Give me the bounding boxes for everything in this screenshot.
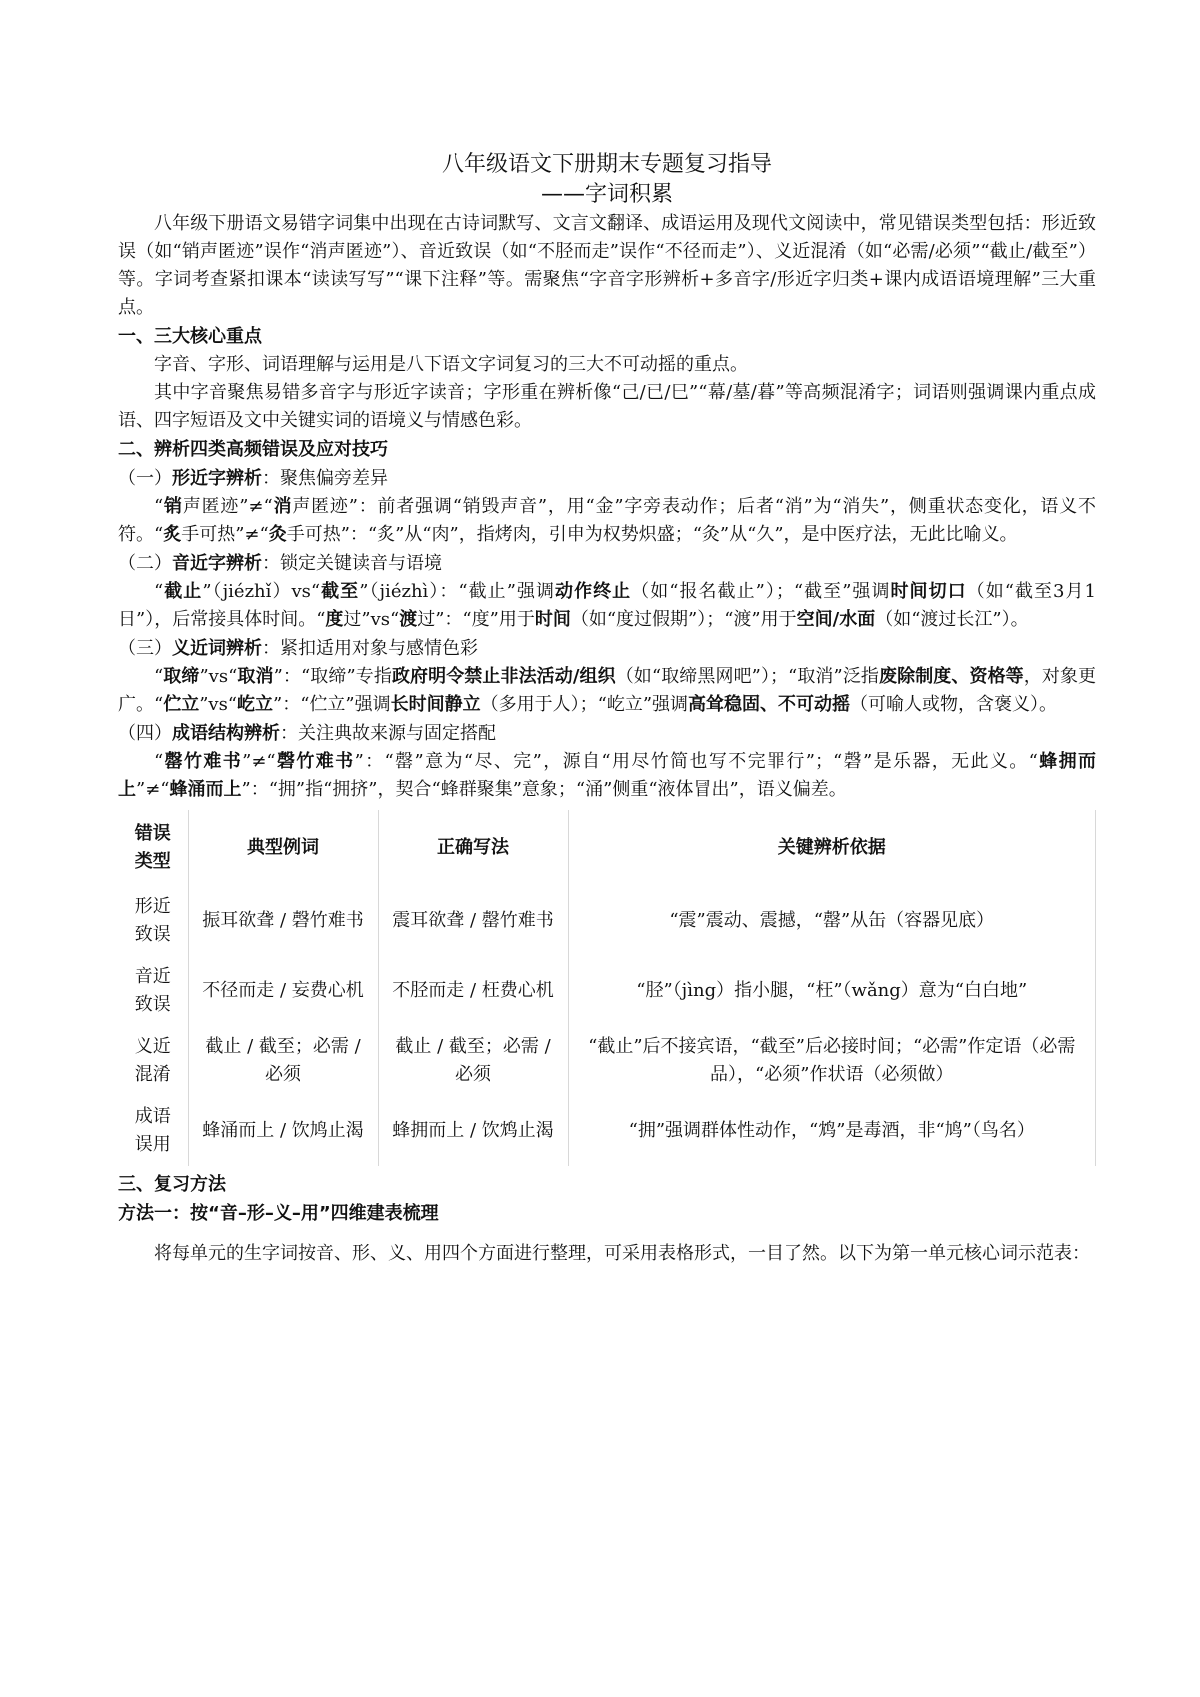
subsection-3-number: （三） [118, 638, 172, 659]
body-text: ”（jiézhǐ）vs“ [202, 581, 321, 602]
emphasis-text: 长时间静立 [390, 694, 481, 715]
section3-heading: 三、复习方法 [118, 1174, 226, 1195]
table-cell: 义近混淆 [134, 1036, 171, 1085]
doc-title: 八年级语文下册期末专题复习指导 [441, 152, 772, 177]
body-text: 过”：“度”用于 [417, 609, 535, 630]
table-cell: “截止”后不接宾语，“截至”后必接时间；“必需”作定语（必需品），“必须”作状语（必须做） [568, 1026, 1096, 1096]
subsection-1-rest: ：聚焦偏旁差异 [262, 468, 388, 489]
method1-heading: 方法一：按“音–形–义–用”四维建表梳理 [118, 1203, 439, 1224]
subsection-1-key: 形近字辨析 [172, 468, 262, 489]
emphasis-text: 度 [325, 609, 344, 630]
body-text: “ [154, 496, 164, 517]
table-cell: “震”震动、震撼，“罄”从缶（容器见底） [568, 886, 1096, 956]
subsection-3-rest: ：紧扣适用对象与感情色彩 [262, 638, 478, 659]
emphasis-text: 蜂拥而上 [118, 751, 1097, 800]
emphasis-text: 灸 [268, 524, 287, 545]
subsection-1-body [118, 493, 1096, 549]
table-cell: 截止 / 截至；必需 / 必须 [188, 1026, 378, 1096]
emphasis-text: 取消 [237, 666, 274, 687]
table-header-cell: 典型例词 [188, 810, 378, 886]
table-row [118, 1026, 1096, 1096]
subsection-2-number: （二） [118, 553, 172, 574]
table-header-cell: 关键辨析依据 [568, 810, 1096, 886]
subsection-4-key: 成语结构辨析 [172, 723, 280, 744]
section2-heading: 二、辨析四类高频错误及应对技巧 [118, 439, 388, 460]
emphasis-text: 取缔 [163, 666, 200, 687]
emphasis-text: 消 [272, 496, 293, 517]
emphasis-text: 销 [163, 496, 183, 517]
body-text: ”：“罄”意为“尽、完”，源自“用尽竹简也写不完罪行”；“磬”是乐器，无此义。“ [354, 751, 1038, 772]
doc-subtitle: ——字词积累 [540, 182, 673, 207]
table-header-row [118, 810, 1096, 886]
table-row [118, 1096, 1096, 1166]
body-text: （可喻人或物，含褒义）。 [850, 694, 1058, 715]
body-text: （如“度过假期”）；“渡”用于 [570, 609, 797, 630]
subsection-4-number: （四） [118, 723, 172, 744]
emphasis-text: 炙 [163, 524, 182, 545]
body-text: 声匿迹”≠“ [182, 496, 273, 517]
emphasis-text: 时间切口 [890, 581, 967, 602]
emphasis-text: 渡 [399, 609, 418, 630]
table-cell: 振耳欲聋 / 磬竹难书 [188, 886, 378, 956]
table-cell: 震耳欲聋 / 罄竹难书 [378, 886, 568, 956]
body-text: ”≠“ [242, 751, 276, 772]
body-text: ”（jiézhì）：“截止”强调 [359, 581, 556, 602]
table-row [118, 886, 1096, 956]
subsection-4-rest: ：关注典故来源与固定搭配 [280, 723, 496, 744]
table-header-cell: 正确写法 [378, 810, 568, 886]
body-text: ”vs“ [199, 666, 238, 687]
subsection-3-heading [118, 634, 1096, 663]
body-text: 过”vs“ [343, 609, 400, 630]
emphasis-text: 截止 [163, 581, 203, 602]
body-text: 声匿迹”：前者强调“销毁声音”，用“金”字旁表动作；后者“消”为“消失”，侧重状态变化，语义不符。“ [118, 496, 1096, 545]
emphasis-text: 磬竹难书 [275, 751, 355, 772]
emphasis-text: 蜂涌而上 [169, 779, 242, 800]
error-types-table [118, 810, 1096, 1166]
emphasis-text: 截至 [320, 581, 360, 602]
emphasis-text: 动作终止 [555, 581, 632, 602]
subsection-3-key: 义近词辨析 [172, 638, 262, 659]
subsection-2-heading [118, 549, 1096, 578]
section1-paragraph-1: 字音、字形、词语理解与运用是八下语文字词复习的三大不可动摇的重点。 [154, 354, 748, 375]
body-text: 手可热”≠“ [181, 524, 269, 545]
table-row [118, 956, 1096, 1026]
emphasis-text: 伫立 [163, 694, 200, 715]
body-text: （如“截至3月1日”），后常接具体时间。“ [118, 581, 1097, 630]
subsection-1-heading [118, 464, 1096, 493]
body-text: ，对象更广。“ [118, 666, 1097, 715]
subsection-2-rest: ：锁定关键读音与语境 [262, 553, 442, 574]
subsection-4-body [118, 748, 1096, 804]
body-text: ”≠“ [136, 779, 170, 800]
emphasis-text: 空间/水面 [796, 609, 876, 630]
table-header-cell: 错误类型 [134, 823, 171, 872]
body-text: ”：“拥”指“拥挤”，契合“蜂群聚集”意象；“涌”侧重“液体冒出”，语义偏差。 [241, 779, 847, 800]
table-cell: 蜂涌而上 / 饮鸠止渴 [188, 1096, 378, 1166]
body-text: （如“报名截止”）；“截至”强调 [631, 581, 891, 602]
body-text: “ [154, 751, 164, 772]
intro-paragraph: 八年级下册语文易错字词集中出现在古诗词默写、文言文翻译、成语运用及现代文阅读中，常见错误类型包括：形近致误（如“销声匿迹”误作“消声匿迹”）、音近致误（如“不胫而走”误作“不径而走”）、义近混淆（如“必需/必须”“截止/截至”）等。字词考查紧扣课本“读读写写”“课下注释”等。需聚焦“字音字形辨析+多音字/形近字归类+课内成语语境理解”三大重点。 [118, 213, 1096, 318]
body-text: 手可热”：“炙”从“肉”，指烤肉，引申为权势炽盛；“灸”从“久”，是中医疗法，无此比喻义。 [286, 524, 1018, 545]
emphasis-text: 罄竹难书 [163, 751, 243, 772]
emphasis-text: 屹立 [237, 694, 274, 715]
subsection-3-body [118, 663, 1096, 719]
body-text: ”vs“ [199, 694, 238, 715]
subsection-2-key: 音近字辨析 [172, 553, 262, 574]
document-page [118, 0, 1096, 1268]
section1-heading: 一、三大核心重点 [118, 326, 262, 347]
body-text: （如“取缔黑网吧”）；“取消”泛指 [615, 666, 880, 687]
emphasis-text: 高耸稳固、不可动摇 [688, 694, 851, 715]
subsection-4-heading [118, 719, 1096, 748]
section1-paragraph-2: 其中字音聚焦易错多音字与形近字读音；字形重在辨析像“己/已/巳”“幕/墓/暮”等高频混淆字；词语则强调课内重点成语、四字短语及文中关键实词的语境义与情感色彩。 [118, 382, 1096, 431]
subsection-2-body [118, 578, 1096, 634]
table-cell: 音近致误 [134, 966, 171, 1015]
table-cell: 形近致误 [134, 896, 171, 945]
emphasis-text: 废除制度、资格等 [879, 666, 1024, 687]
method1-paragraph: 将每单元的生字词按音、形、义、用四个方面进行整理，可采用表格形式，一目了然。以下为第一单元核心词示范表： [154, 1243, 1090, 1264]
body-text: ”：“取缔”专指 [273, 666, 392, 687]
subsection-1-number: （一） [118, 468, 172, 489]
body-text: “ [154, 666, 164, 687]
body-text: “ [154, 581, 164, 602]
body-text: （如“渡过长江”）。 [875, 609, 1029, 630]
table-cell: 不胫而走 / 枉费心机 [378, 956, 568, 1026]
body-text: ”：“伫立”强调 [273, 694, 391, 715]
body-text: （多用于人）；“屹立”强调 [480, 694, 689, 715]
table-cell: 不径而走 / 妄费心机 [188, 956, 378, 1026]
emphasis-text: 政府明令禁止非法活动/组织 [391, 666, 616, 687]
table-cell: 成语误用 [134, 1106, 171, 1155]
table-cell: “胫”（jìng）指小腿，“枉”（wǎng）意为“白白地” [568, 956, 1096, 1026]
emphasis-text: 时间 [534, 609, 571, 630]
table-cell: 蜂拥而上 / 饮鸩止渴 [378, 1096, 568, 1166]
table-cell: 截止 / 截至；必需 / 必须 [378, 1026, 568, 1096]
table-cell: “拥”强调群体性动作，“鸩”是毒酒，非“鸠”（鸟名） [568, 1096, 1096, 1166]
